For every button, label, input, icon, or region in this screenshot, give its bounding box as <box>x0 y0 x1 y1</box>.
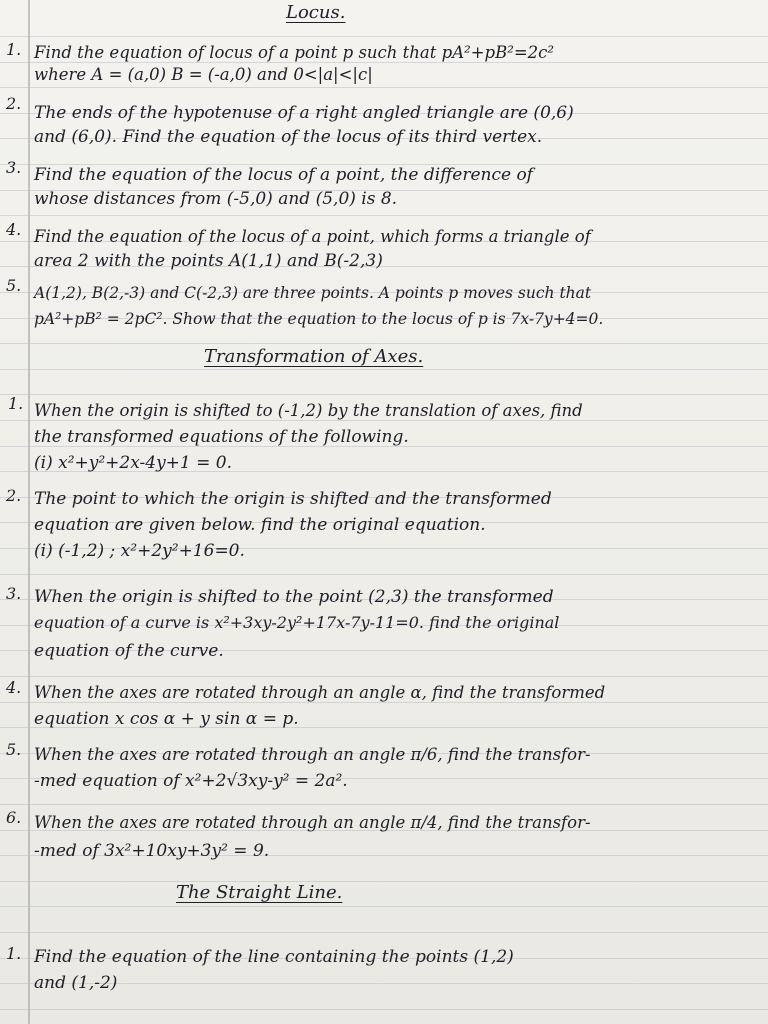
question-number: 2. <box>6 486 22 505</box>
question-line: A(1,2), B(2,-3) and C(-2,3) are three points. A points p moves such that <box>34 284 592 302</box>
question-line: and (6,0). Find the equation of the locus of its third vertex. <box>34 127 543 147</box>
ruled-line <box>0 36 768 37</box>
question-line: (i) x²+y²+2x-4y+1 = 0. <box>34 453 233 473</box>
ruled-line <box>0 369 768 370</box>
ruled-line <box>0 1009 768 1010</box>
question-line: equation x cos α + y sin α = p. <box>34 709 299 729</box>
ruled-line <box>0 676 768 677</box>
question-line: When the origin is shifted to (-1,2) by the translation of axes, find <box>34 401 583 420</box>
question-line: Find the equation of locus of a point p such that pA²+pB²=2c² <box>34 43 555 62</box>
section-heading-straight-line: The Straight Line. <box>176 882 343 903</box>
question-line: When the axes are rotated through an angle α, find the transformed <box>34 683 606 702</box>
question-line: (i) (-1,2) ; x²+2y²+16=0. <box>34 541 245 561</box>
question-line: Find the equation of the locus of a point, which forms a triangle of <box>34 227 591 246</box>
ruled-line <box>0 804 768 805</box>
ruled-line <box>0 215 768 216</box>
question-line: and (1,-2) <box>34 973 118 993</box>
margin-line <box>28 0 30 1024</box>
ruled-line <box>0 574 768 575</box>
question-line: Find the equation of the line containing the points (1,2) <box>34 947 514 967</box>
question-number: 6. <box>6 808 22 827</box>
question-number: 2. <box>6 94 22 113</box>
question-line: equation of a curve is x²+3xy-2y²+17x-7y-11=0. find the original <box>34 613 560 632</box>
question-line: pA²+pB² = 2pC². Show that the equation to the locus of p is 7x-7y+4=0. <box>34 310 604 328</box>
question-line: -med of 3x²+10xy+3y² = 9. <box>34 841 270 861</box>
question-line: The ends of the hypotenuse of a right angled triangle are (0,6) <box>34 103 574 123</box>
ruled-line <box>0 881 768 882</box>
ruled-line <box>0 906 768 907</box>
ruled-line <box>0 394 768 395</box>
question-number: 1. <box>6 40 22 59</box>
question-number: 3. <box>6 584 22 603</box>
question-number: 1. <box>8 394 24 413</box>
question-number: 4. <box>6 678 22 697</box>
question-line: The point to which the origin is shifted and the transformed <box>34 489 552 509</box>
question-line: -med equation of x²+2√3xy-y² = 2a². <box>34 771 348 791</box>
question-line: where A = (a,0) B = (-a,0) and 0<|a|<|c| <box>34 65 373 84</box>
ruled-line <box>0 87 768 88</box>
question-number: 5. <box>6 276 22 295</box>
ruled-line <box>0 932 768 933</box>
question-line: When the axes are rotated through an angle π/6, find the transfor- <box>34 745 591 764</box>
question-line: whose distances from (-5,0) and (5,0) is 8. <box>34 189 398 209</box>
question-line: When the origin is shifted to the point (2,3) the transformed <box>34 587 554 607</box>
question-number: 3. <box>6 158 22 177</box>
section-heading-transformation: Transformation of Axes. <box>204 346 424 367</box>
question-line: equation are given below. find the original equation. <box>34 515 486 535</box>
question-line: When the axes are rotated through an angle π/4, find the transfor- <box>34 813 591 832</box>
ruled-line <box>0 343 768 344</box>
question-number: 1. <box>6 944 22 963</box>
section-heading-locus: Locus. <box>286 2 346 23</box>
question-line: Find the equation of the locus of a point, the difference of <box>34 165 533 185</box>
question-line: the transformed equations of the following. <box>34 427 409 447</box>
question-line: equation of the curve. <box>34 641 224 661</box>
question-number: 5. <box>6 740 22 759</box>
question-line: area 2 with the points A(1,1) and B(-2,3) <box>34 251 383 271</box>
question-number: 4. <box>6 220 22 239</box>
